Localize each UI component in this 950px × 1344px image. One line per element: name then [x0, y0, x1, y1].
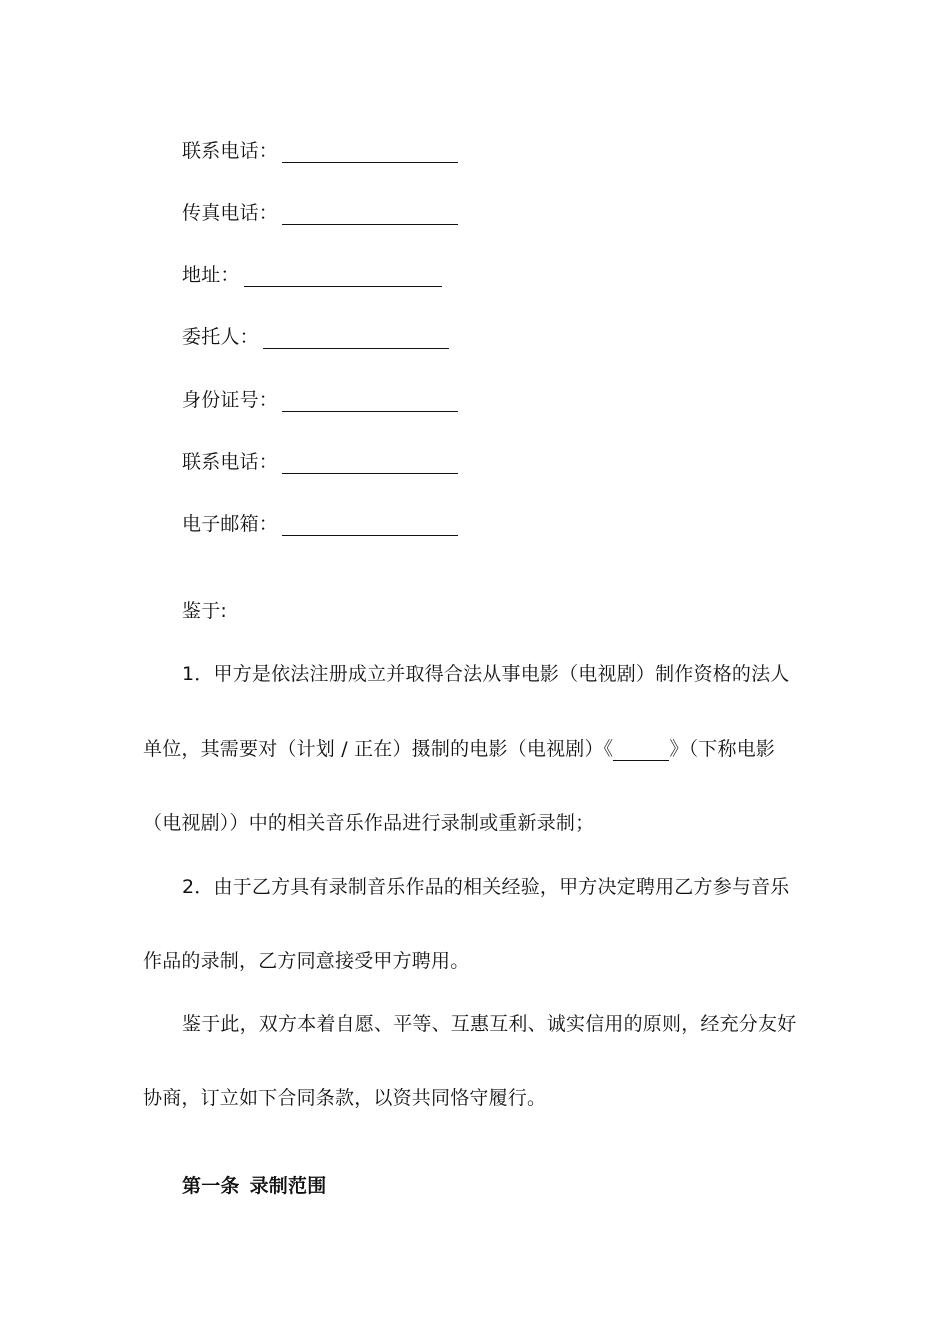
- fill-blank[interactable]: [263, 328, 449, 349]
- preamble-line2: 协商，订立如下合同条款，以资共同恪守履行。: [143, 1087, 547, 1109]
- fill-blank[interactable]: [244, 266, 442, 287]
- article-heading: [182, 1174, 326, 1198]
- clause1-line2-part2: 》（下称电影: [669, 738, 776, 760]
- field-agent: [182, 325, 449, 349]
- fill-blank[interactable]: [282, 391, 458, 412]
- clause1-line2-part1: 单位，其需要对（计划 / 正在）摄制的电影（电视剧）《: [143, 738, 614, 760]
- field-label: 身份证号：: [182, 389, 279, 411]
- clause1-line2: [143, 737, 775, 761]
- fill-blank[interactable]: [282, 204, 458, 225]
- fill-blank[interactable]: [282, 453, 458, 474]
- preamble-line1: 鉴于此，双方本着自愿、平等、互惠互利、诚实信用的原则，经充分友好: [182, 1013, 797, 1035]
- field-fax: [182, 201, 458, 225]
- field-email: [182, 512, 458, 536]
- clause2-line2: 作品的录制，乙方同意接受甲方聘用。: [143, 950, 470, 972]
- field-label: 委托人：: [182, 326, 259, 348]
- fill-blank[interactable]: [282, 515, 458, 536]
- field-address: [182, 263, 442, 287]
- clause2-line1: 2．由于乙方具有录制音乐作品的相关经验，甲方决定聘用乙方参与音乐: [182, 876, 790, 898]
- field-phone: [182, 139, 458, 163]
- field-label: 联系电话：: [182, 140, 279, 162]
- clause1-line3: （电视剧））中的相关音乐作品进行录制或重新录制；: [143, 812, 595, 834]
- clause1-line1: 1．甲方是依法注册成立并取得合法从事电影（电视剧）制作资格的法人: [182, 663, 790, 685]
- fill-blank[interactable]: [282, 142, 458, 163]
- title-blank[interactable]: [613, 740, 669, 761]
- article-title: 录制范围: [249, 1175, 327, 1197]
- field-label: 联系电话：: [182, 451, 279, 473]
- field-phone-2: [182, 450, 458, 474]
- field-label: 地址：: [182, 264, 240, 286]
- field-label: 电子邮箱：: [182, 513, 279, 535]
- field-id-number: [182, 388, 458, 412]
- field-label: 传真电话：: [182, 202, 279, 224]
- whereas-heading: 鉴于:: [182, 600, 228, 622]
- article-number: 第一条: [182, 1175, 240, 1197]
